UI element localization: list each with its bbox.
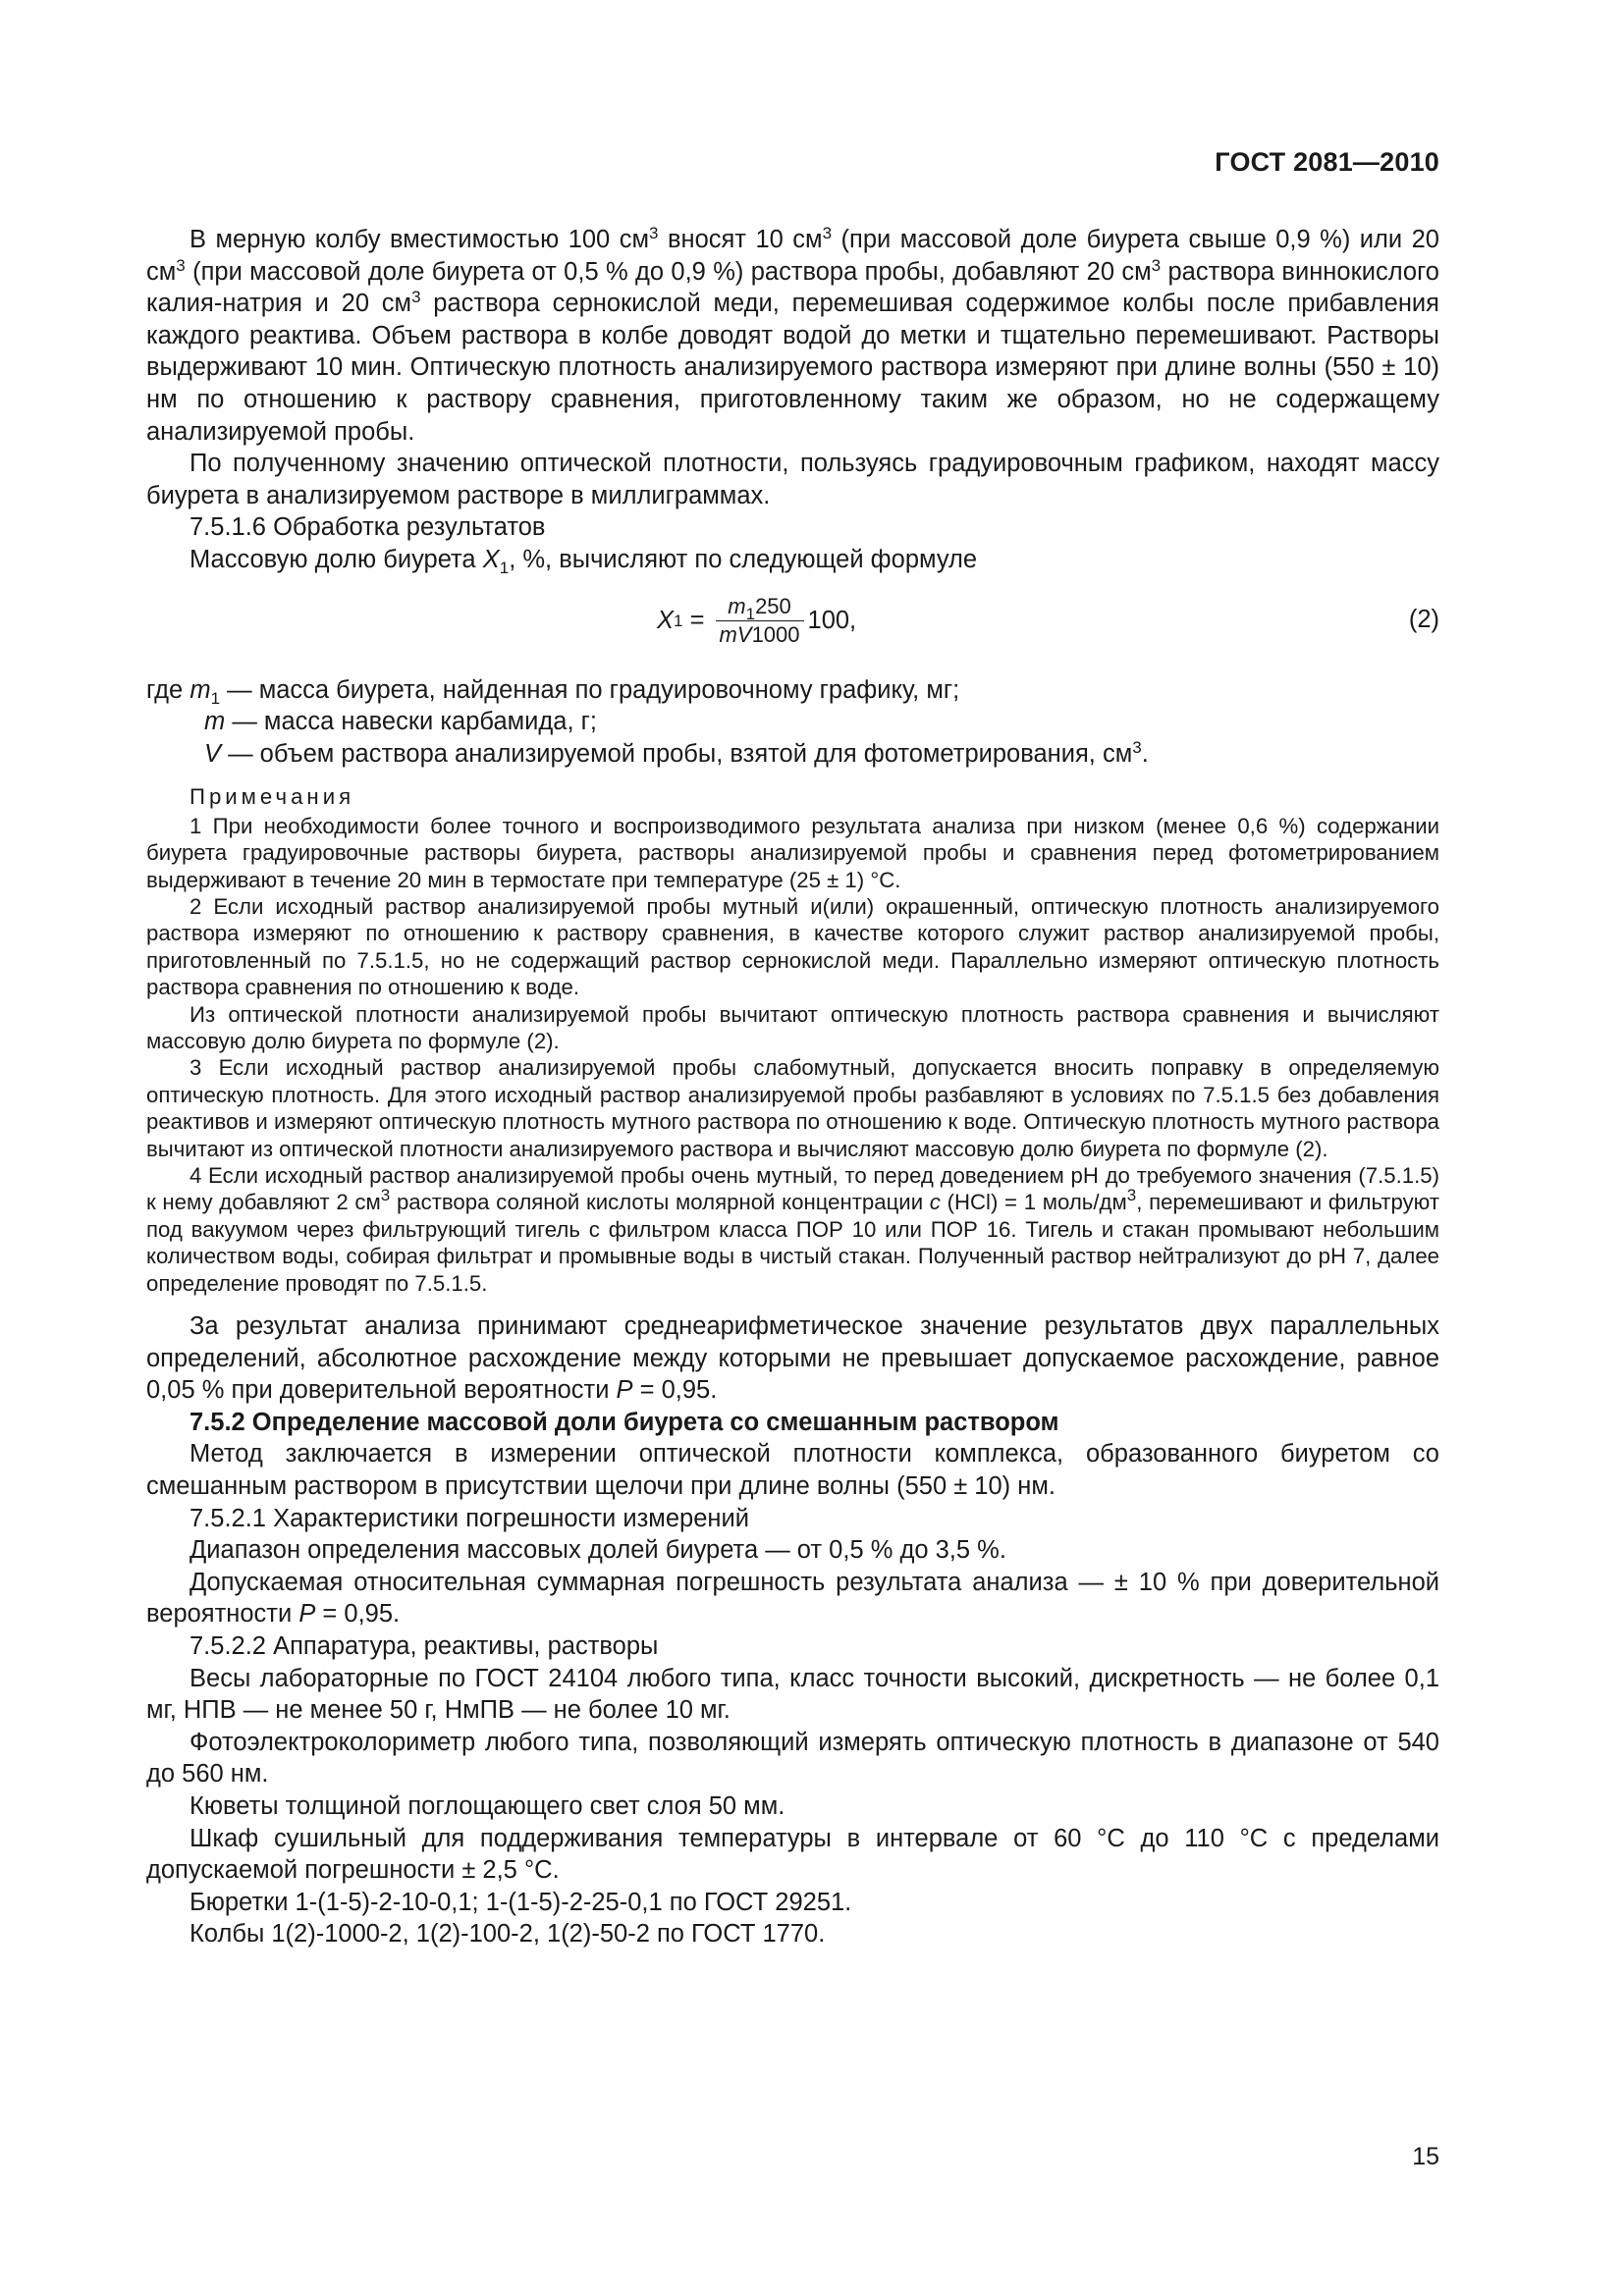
formula-legend [146,674,1439,771]
section-heading-7-5-2-1: 7.5.2.1 Характеристики погрешности измерений [189,1504,749,1532]
equipment-item: Шкаф сушильный для поддерживания температуры в интервале от 60 °С до 110 °С с пределами допускаемой погрешности ± 2,5 °С. [146,1824,1439,1885]
after-notes [146,1310,1439,1950]
fraction-numerator: $m_1250$ [728,594,791,624]
paragraph-error: Допускаемая относительная суммарная погрешность результата анализа — ± 10 % при доверительной вероятности Р = 0,95. [146,1568,1439,1629]
equipment-item: Фотоэлектроколориметр любого типа, позволяющий измерять оптическую плотность в диапазоне от 540 до 560 нм. [146,1728,1439,1789]
document-body [146,224,1439,1950]
notes-title: Примечания [189,784,355,810]
legend-m1: где $m_1$ — масса биурета, найденная по градуировочному графику, мг; [146,675,960,708]
note-2: 2 Если исходный раствор анализируемой пробы мутный и(или) окрашенный, оптическую плотность анализируемого раствора измеряют по отношению к раствору сравнения, в качестве которого служит раствор анализируемой пробы, приготовленный по 7.5.1.5, но не содержащий раствор сернокислой меди. Параллельно измеряют оптическую плотность раствора сравнения по отношению к воде. [146,893,1439,1000]
equipment-item: Колбы 1(2)-1000-2, 1(2)-100-2, 1(2)-50-2 по ГОСТ 1770. [189,1920,826,1949]
document-header: ГОСТ 2081—2010 [1215,147,1439,177]
paragraph-method: Метод заключается в измерении оптической плотности комплекса, образованного биуретом со смешанным раствором в присутствии щелочи при длине волны (550 ± 10) нм. [146,1440,1439,1500]
page-number: 15 [1412,2143,1439,2170]
equipment-item: Кюветы толщиной поглощающего свет слоя 50 мм. [189,1791,785,1820]
formula-intro: Массовую долю биурета $X_1$, %, вычисляют по следующей формуле [189,545,978,577]
section-heading-7-5-2: 7.5.2 Определение массовой доли биурета со смешанным раствором [189,1408,1059,1436]
note-3: 3 Если исходный раствор анализируемой пробы слабомутный, допускается вносить поправку в определяемую оптическую плотность. Для этого исходный раствор анализируемой пробы разбавляют в условиях по 7.5.1.5 без добавления реактивов и измеряют оптическую плотность мутного раствора по отношению к воде. Оптическую плотность мутного раствора вычитают из оптической плотности анализируемого раствора и вычисляют массовую долю биурета по формуле (2). [146,1055,1439,1161]
equipment-item: Бюретки 1-(1-5)-2-10-0,1; 1-(1-5)-2-25-0,1 по ГОСТ 29251. [189,1888,852,1916]
paragraph-result: За результат анализа принимают среднеарифметическое значение результатов двух параллельных определений, абсолютное расхождение между которыми не превышает допускаемое расхождение, равное 0,05 % при доверительной вероятности Р = 0,95. [146,1312,1439,1405]
note-2-continued: Из оптической плотности анализируемой пробы вычитают оптическую плотность раствора сравнения и вычисляют массовую долю биурета по формуле (2). [146,1001,1439,1053]
equipment-item: Весы лабораторные по ГОСТ 24104 любого типа, класс точности высокий, дискретность — не более 0,1 мг, НПВ — не менее 50 г, НмПВ — не более 10 мг. [146,1664,1439,1725]
document-page [146,0,1439,2296]
formula-expression: X 1 = $\frac{m_1250}{mV1000}$ 100, [657,594,857,648]
paragraph-procedure: В мерную колбу вместимостью 100 $см^3$ вносят 10 $см^3$ (при массовой доле биурета свыше 0,9 %) или 20 $см^3$ (при массовой доле биурета от 0,5 % до 0,9 %) раствора пробы, добавляют 20 $см^3$ раствора виннокислого калия-натрия и 20 $см^3$ раствора сернокислой меди, перемешивая содержимое колбы после прибавления каждого реактива. Объем раствора в колбе доводят водой до метки и тщательно перемешивают. Растворы выдерживают 10 мин. Оптическую плотность анализируемого раствора измеряют при длине волны (550 ± 10) нм по отношению к раствору сравнения, приготовленному таким же образом, но не содержащему анализируемой пробы. [146,224,1439,446]
note-4: 4 Если исходный раствор анализируемой пробы очень мутный, то перед доведением рН до требуемого значения (7.5.1.5) к нему добавляют 2 $см^3$ раствора соляной кислоты молярной концентрации c (HCl) = 1 моль/$дм^3$, перемешивают и фильтруют под вакуумом через фильтрующий тигель с фильтром класса ПОР 10 или ПОР 16. Тигель и стакан промывают небольшим количеством воды, собирая фильтрат и промывные воды в чистый стакан. Полученный раствор нейтрализуют до рН 7, далее определение проводят по 7.5.1.5. [146,1163,1439,1296]
legend-v: V — объем раствора анализируемой пробы, взятой для фотометрирования, $см^3$. [204,737,1149,768]
paragraph-range: Диапазон определения массовых долей биурета — от 0,5 % до 3,5 %. [189,1536,1006,1565]
section-heading-7-5-2-2: 7.5.2.2 Аппаратура, реактивы, растворы [189,1631,659,1660]
paragraph-calibration: По полученному значению оптической плотности, пользуясь градуировочным графиком, находят массу биурета в анализируемом растворе в миллиграммах. [146,450,1439,509]
legend-m: m — масса навески карбамида, г; [204,708,598,736]
note-1: 1 При необходимости более точного и воспроизводимого результата анализа при низком (менее 0,6 %) содержании биурета градуировочные растворы биурета, растворы анализируемой пробы и сравнения перед фотометрированием выдерживают в течение 20 мин в термостате при температуре (25 ± 1) °С. [146,813,1439,892]
section-heading-7-5-1-6: 7.5.1.6 Обработка результатов [189,513,546,542]
formula-fraction [716,593,804,649]
notes-block [146,783,1439,1297]
formula-number: (2) [1408,605,1439,633]
fraction-denominator: mV1000 [719,622,800,648]
formula-2 [146,580,1439,663]
